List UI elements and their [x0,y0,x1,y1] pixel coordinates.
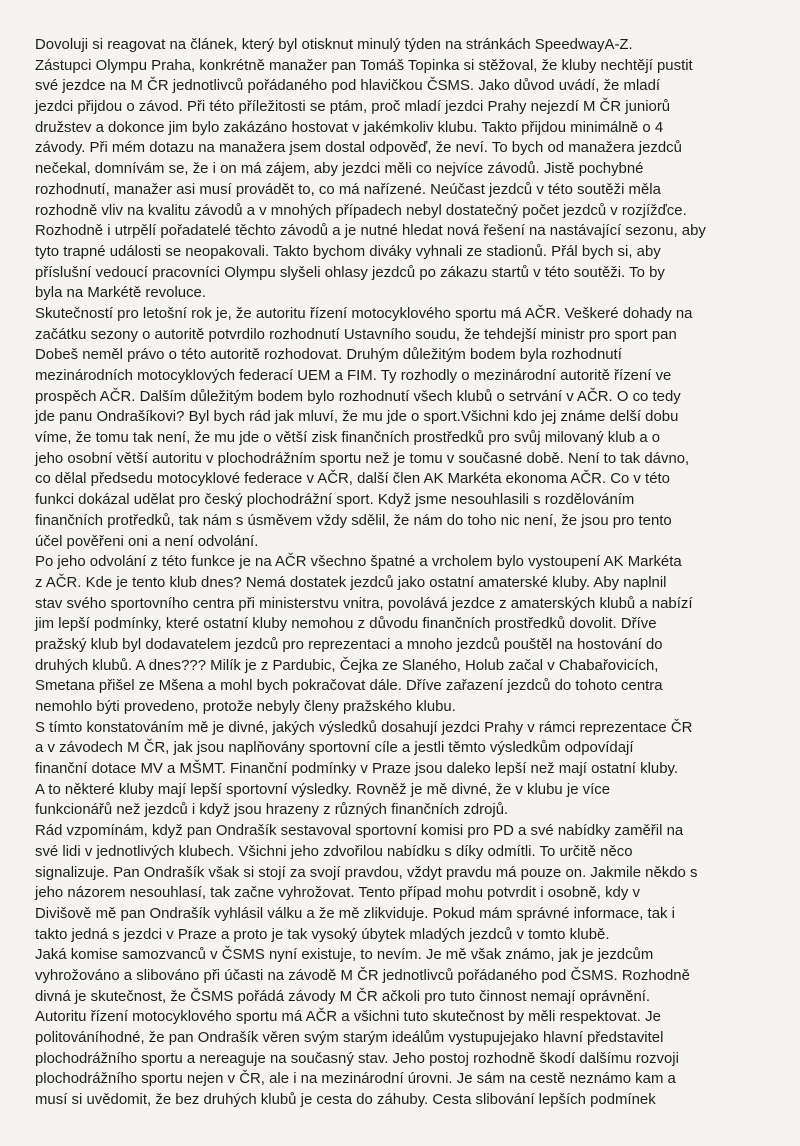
text-line: stav svého sportovního centra při ministerstvu vnitra, povolává jezdce z amaterských klubů a nabízí [35,595,693,612]
text-line: Divišově mě pan Ondrašík vyhlásil válku a že mě zlikviduje. Pokud mám správné informace, tak i [35,905,675,922]
text-line: nečekal, domnívám se, že i on má zájem, aby jezdci měli co nejvíce závodů. Jistě pochybné [35,161,644,178]
text-line: Dovoluji si reagovat na článek, který byl otisknut minulý týden na stránkách SpeedwayA-Z. [35,37,633,53]
text-line: Po jeho odvolání z této funkce je na AČR všechno špatné a vrcholem bylo vystoupení AK Markéta [35,554,682,571]
text-line: Zástupci Olympu Praha, konkrétně manažer pan Tomáš Topinka si stěžoval, že kluby nechtějí pustit [35,57,693,74]
text-line: prospěch AČR. Dalším důležitým bodem bylo rozhodnutí všech klubů o setrvání v AČR. O co tedy [35,388,681,405]
text-line: jeho názorem nesouhlasí, tak začne vyhrožovat. Tento případ mohu potvrdit i osobně, kdy v [35,885,640,902]
text-line: rozhodnutí, manažer asi musí provádět to, co má nařízené. Neúčast jezdců v této soutěži měla [35,181,661,198]
text-line: vyhrožováno a slibováno při účasti na závodě M ČR jednotlivců pořádaného pod ČSMS. Rozhodně [35,967,690,984]
text-line: jde panu Ondrašíkovi? Byl bych rád jak mluví, že mu jde o sport.Všichni kdo jej známe delší dobu [35,409,679,426]
text-line: své lidi v jednotlivých klubech. Všichni jeho zdvořilou nabídku s díky odmítli. To určitě něco [35,843,633,860]
text-line: jim lepší podmínky, které ostatní kluby nemohou z důvodu finančních prostředků dovolit. Dříve [35,616,657,633]
text-line: byla na Markétě revoluce. [35,285,207,302]
text-line: signalizuje. Pan Ondrašík však si stojí za svojí pravdou, vždyt pravdu má pouze on. Jakmile někdo s [35,864,698,881]
text-line: nemohlo býti provedeno, protože nebyly členy pražského klubu. [35,699,456,715]
text-line: plochodrážního sportu a nereaguje na současný stav. Jeho postoj rozhodně škodí dalšímu rozvoji [35,1050,679,1067]
text-line: Skutečností pro letošní rok je, že autoritu řízení motocyklového sportu má AČR. Veškeré dohady na [35,305,693,322]
text-line: své jezdce na M ČR jednotlivců pořádaného pod hlavičkou ČSMS. Jako důvod uvádí, že mladí [35,78,661,95]
text-line: jezdci přijdou o závod. Při této příležitosti se ptám, proč mladí jezdci Prahy nejezdí M ČR juniorů [35,99,671,116]
text-line: funkcionářů než jezdců i když jsou hrazeny z různých finančních zdrojů. [35,802,509,819]
text-line: musí si uvědomit, že bez druhých klubů je cesta do záhuby. Cesta slibování lepších podmínek [35,1092,656,1109]
document-text [35,35,770,1111]
text-line: divná je skutečnost, že ČSMS pořádá závody M ČR ačkoli pro tuto činnost nemají oprávnění. [35,988,651,1005]
text-line: začátku sezony o autoritě potvrdilo rozhodnutí Ustavního soudu, že tehdejší ministr pro sport pan [35,326,677,343]
text-line: plochodrážního sportu nejen v ČR, ale i na mezinárodní úrovni. Je sám na cestě neznámo kam a [35,1071,676,1088]
text-line: závody. Při mém dotazu na manažera jsem dostal odpověď, že neví. To bych od manažera jezdců [35,140,682,157]
text-line: družstev a dokonce jim bylo zakázáno hostovat v jakémkoliv klubu. Takto přijdou minimálně o 4 [35,119,664,136]
text-line: co dělal předsedu motocyklové federace v AČR, další člen AK Markéta ekonoma AČR. Co v této [35,471,670,488]
text-line: Rád vzpomínám, když pan Ondrašík sestavoval sportovní komisi pro PD a své nabídky zaměřil na [35,823,684,840]
text-line: Rozhodně i utrpělí pořadatelé těchto závodů a je nutné hledat nová řešení na nastávající sezonu, aby [35,223,706,240]
text-line: S tímto konstatováním mě je divné, jakých výsledků dosahují jezdci Prahy v rámci reprezentace ČR [35,719,693,736]
text-line: Dobeš neměl právo o této autoritě rozhodovat. Druhým důležitým bodem byla rozhodnutí [35,347,622,364]
text-line: politováníhodné, že pan Ondrašík věren svým starým ideálům vystupujejako hlavní představitel [35,1030,664,1046]
text-line: druhých klubů. A dnes??? Milík je z Pardubic, Čejka ze Slaného, Holub začal v Chabařovicích, [35,657,659,674]
text-line: víme, že tomu tak není, že mu jde o větší zisk finančních prostředků pro svůj milovaný klub a o [35,430,661,447]
text-line: tyto trapné události se neopakovali. Takto bychom diváky vyhnali ze stadionů. Přál bych si, aby [35,243,661,260]
text-line: rozhodně vliv na kvalitu závodů a v mnohých případech nebyl dostatečný počet jezdců v rozjížďce. [35,202,687,219]
text-line: A to některé kluby mají lepší sportovní výsledky. Rovněž je mě divné, že v klubu je více [35,781,611,798]
text-line: Smetana přišel ze Mšena a mohl bych pokračovat dále. Dříve zařazení jezdců do tohoto centra [35,678,663,695]
text-line: účel pověřeni oni a není odvolání. [35,533,259,550]
text-line: takto jedná s jezdci v Praze a proto je tak vysoký úbytek mladých jezdců v tomto klubě. [35,926,610,943]
text-line: mezinárodních motocyklových federací UEM a FIM. Ty rozhodly o mezinárodní autoritě řízení ve [35,368,672,384]
text-line: příslušní vedoucí pracovníci Olympu slyšeli ohlasy jezdců po zákazu startů v této soutěži. To by [35,264,665,281]
text-line: Autoritu řízení motocyklového sportu má AČR a všichni tuto skutečnost by měli respektovat. Je [35,1009,661,1026]
text-line: jeho osobní větší autoritu v plochodrážním sportu než je tomu v současné době. Není to tak dávno, [35,450,690,467]
text-line: a v závodech M ČR, jak jsou naplňovány sportovní cíle a jestli těmto výsledkům odpovídají [35,740,634,757]
text-line: Jaká komise samozvanců v ČSMS nyní existuje, to nevím. Je mě však známo, jak je jezdcům [35,947,654,964]
text-line: funkci dokázal udělat pro český plochodrážní sport. Když jsme nesouhlasili s rozdělováním [35,492,635,509]
text-line: finančních protředků, tak nám s úsměvem vždy sdělil, že nám do toho nic není, že jsou pro tento [35,512,672,529]
text-line: z AČR. Kde je tento klub dnes? Nemá dostatek jezdců jako ostatní amaterské kluby. Aby naplnil [35,574,667,591]
text-line: finanční dotace MV a MŠMT. Finanční podmínky v Praze jsou daleko lepší než mají ostatní kluby. [35,761,679,778]
text-line: pražský klub byl dodavatelem jezdců pro reprezentaci a mnoho jezdců pouštěl na hostování do [35,636,663,653]
